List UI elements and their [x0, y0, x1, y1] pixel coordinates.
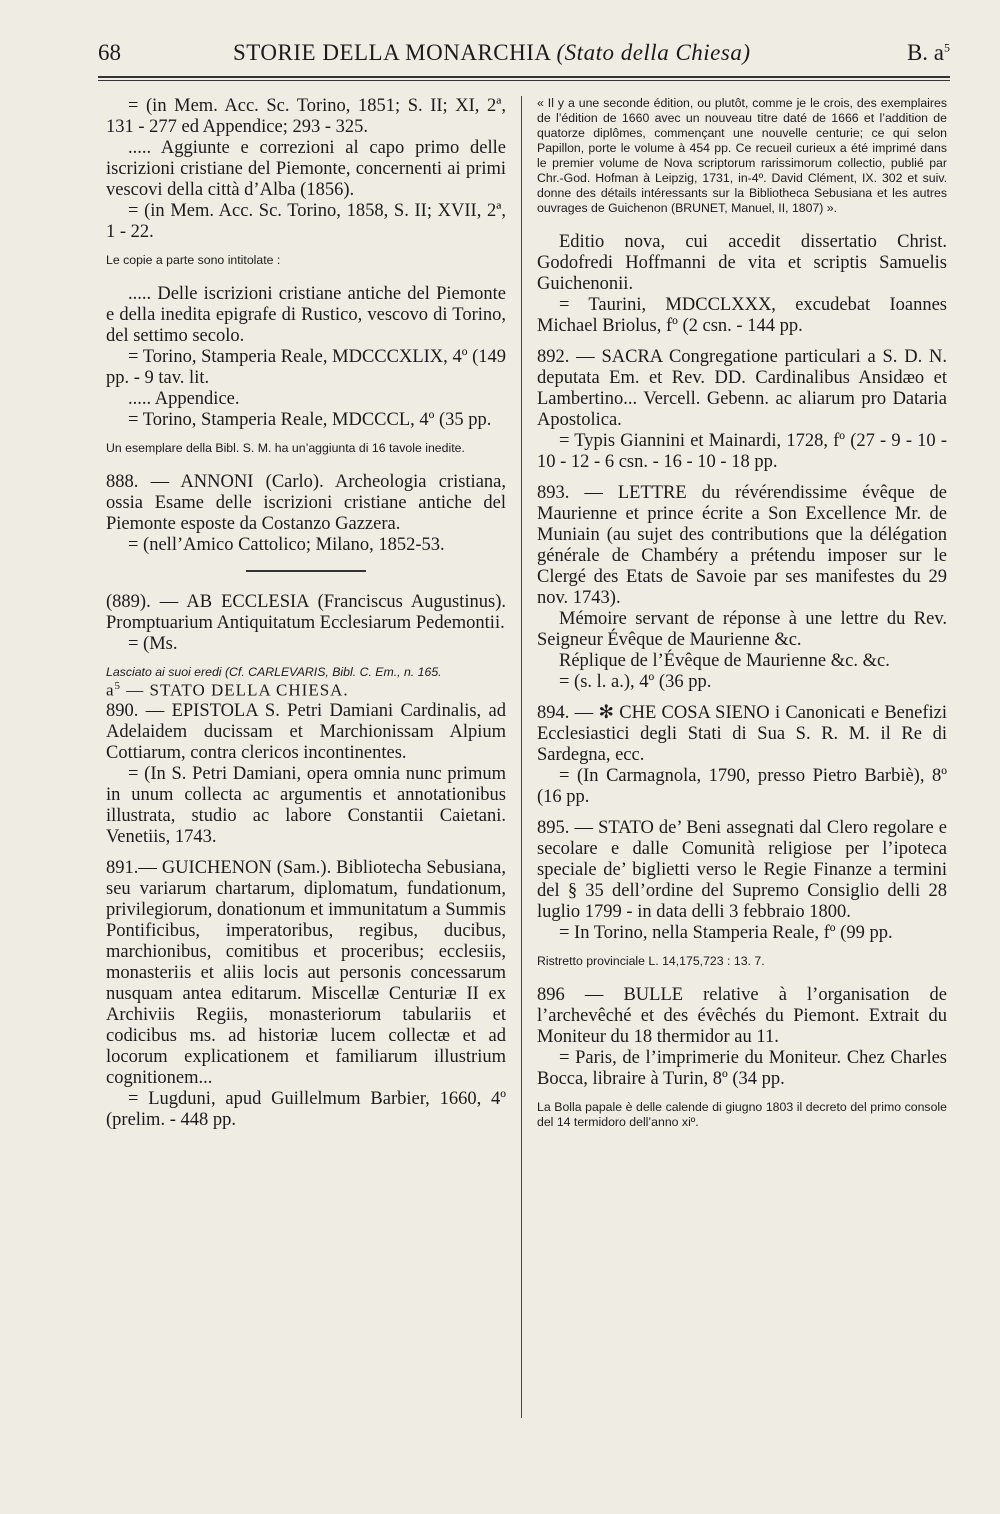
title-text: STORIE DELLA MONARCHIA	[233, 40, 551, 65]
entry-890: 890. — EPISTOLA S. Petri Damiani Cardinalis, ad Adelaidem ducissam et Marchionissam Alpium Cottiarum, contra clericos incontinentes.	[106, 700, 506, 763]
column-divider	[521, 96, 522, 1418]
note-text: « Il y a une seconde édition, ou plutôt, comme je le crois, des exemplaires de l’édition de 1660 avec un nouveau titre daté de 1666 et l’addition de quatorze diplômes, commençant une nouvelle centurie; ce qui selon Papillon, porte le volume à 454 pp. Ce recueil curieux a été imprimé dans le premier volume de Nova scriptorum rarissimorum collectio, publié par Chr.-God. Hofman à Leipzig, 1731, in-4º. David Clément, IX. 302 et suiv. donne des détails intéressants sur la Bibliotheca Sebusiana et les autres ouvrages de Guichenon (BRUNET, Manuel, II, 1807) ».	[537, 96, 947, 215]
entry-891: 891.— GUICHENON (Sam.). Bibliotecha Sebusiana, seu variarum chartarum, diplomatum, fundationum, privilegiorum, donationum et immunitatum a Summis Pontificibus, imperatoribus, regibus, ducibus, marchionibus, comitibus et proceribus; ecclesiis, monasteriis et aliis locis aut personis concessarum nusquam antea editarum. Miscellæ Centuriæ II ex Archiviis Regiis, monasteriorum tabulariis et codicibus ms. ad historiæ lucem collectæ et ad locorum explicationem et familiarum illustrium cognitionem...	[106, 857, 506, 1088]
section-heading-letter: a	[106, 680, 115, 700]
entry-894: 894. — ✻ CHE COSA SIENO i Canonicati e Benefizi Ecclesiastici degli Stati di Sua S. R. M. il Re di Sardegna, ecc.	[537, 703, 947, 765]
header-rule	[98, 76, 950, 78]
note-text: Ristretto provinciale L. 14,175,723 : 13. 7.	[537, 954, 765, 968]
section-sup: 5	[944, 40, 950, 55]
entry-text: = In Torino, nella Stamperia Reale, fº (99 pp.	[559, 923, 893, 943]
left-column	[106, 96, 506, 1131]
entry-889: (889). — AB ECCLESIA (Franciscus Augustinus). Promptuarium Antiquitatum Ecclesiarum Pedemontii.	[106, 592, 506, 633]
note-text: La Bolla papale è delle calende di giugno 1803 il decreto del primo console del 14 termidoro dell’anno xiº.	[537, 1100, 947, 1129]
separator-rule	[246, 570, 366, 572]
entry-text: Editio nova, cui accedit dissertatio Christ. Godofredi Hoffmanni de vita et scriptis Samuelis Guichenonii.	[537, 232, 947, 294]
header-rule-thin	[98, 80, 950, 81]
entry-893: 893. — LETTRE du révérendissime évêque de Maurienne et prince écrite a Son Excellence Mr. de Muniain (au sujet des contributions que la délégation générale de Chambéry a prétendu imposer sur le Clergé des Etats de Savoie par ses manifestes du 29 nov. 1743).	[537, 483, 947, 608]
entry-text: = (in Mem. Acc. Sc. Torino, 1858, S. II; XVII, 2ª, 1 - 22.	[106, 201, 506, 242]
section-mark	[907, 40, 950, 66]
entry-896: 896 — BULLE relative à l’organisation de l’archevêché et des évêchés du Piemont. Extrait du Moniteur du 18 thermidor au 11.	[537, 985, 947, 1047]
entry-892: 892. — SACRA Congregatione particulari a S. D. N. deputata Em. et Rev. DD. Cardinalibus Ansidæo et Lambertino... Vercell. Gebenn. ac aliarum pro Dataria Apostolica.	[537, 347, 947, 430]
section-heading-text: — STATO DELLA CHIESA.	[126, 680, 349, 700]
title-subtitle: (Stato della Chiesa)	[556, 40, 751, 65]
note-text: Lasciato ai suoi eredi (Cf. CARLEVARIS, Bibl. C. Em., n. 165.	[106, 665, 442, 679]
entry-text: = Paris, de l’imprimerie du Moniteur. Chez Charles Bocca, libraire à Turin, 8º (34 pp.	[537, 1048, 947, 1089]
entry-text: = Torino, Stamperia Reale, MDCCCL, 4º (35 pp.	[128, 410, 492, 430]
entry-text: = (Ms.	[128, 634, 178, 654]
entry-text: = (s. l. a.), 4º (36 pp.	[559, 672, 712, 692]
note-text: Un esemplare della Bibl. S. M. ha un’aggiunta di 16 tavole inedite.	[106, 441, 465, 455]
entry-895: 895. — STATO de’ Beni assegnati dal Clero regolare e secolare e dalle Comunità religiose per l’ipoteca speciale de’ biglietti verso le Regie Finanze a termini del § 35 dell’ordine del Supremo Consiglio delli 28 luglio 1799 - in data delli 3 febbraio 1800.	[537, 818, 947, 922]
note-text: Le copie a parte sono intitolate :	[106, 253, 281, 267]
entry-text: = (in Mem. Acc. Sc. Torino, 1851; S. II; XI, 2ª, 131 - 277 ed Appendice; 293 - 325.	[106, 96, 506, 137]
entry-text: = (In Carmagnola, 1790, presso Pietro Barbiè), 8º (16 pp.	[537, 766, 947, 807]
entry-text: = Torino, Stamperia Reale, MDCCCXLIX, 4º (149 pp. - 9 tav. lit.	[106, 347, 506, 388]
entry-text: ..... Appendice.	[128, 389, 240, 409]
page-number: 68	[98, 40, 121, 65]
entry-text: ..... Delle iscrizioni cristiane antiche del Piemonte e della inedita epigrafe di Rustico, vescovo di Torino, del settimo secolo.	[106, 284, 506, 346]
entry-text: = (In S. Petri Damiani, opera omnia nunc primum in unum collecta ac argumentis et annotationibus illustrata, studio ac labore Constantii Caietani. Venetiis, 1743.	[106, 763, 506, 847]
entry-888: 888. — ANNONI (Carlo). Archeologia cristiana, ossia Esame delle iscrizioni cristiane antiche del Piemonte esposte da Costanzo Gazzera.	[106, 472, 506, 534]
entry-text: Mémoire servant de réponse à une lettre du Rev. Seigneur Évêque de Maurienne &c.	[537, 609, 947, 650]
entry-text: = Typis Giannini et Mainardi, 1728, fº (27 - 9 - 10 - 10 - 12 - 6 csn. - 16 - 10 - 18 pp.	[537, 431, 947, 472]
entry-text: = Taurini, MDCCLXXX, excudebat Ioannes Michael Briolus, fº (2 csn. - 144 pp.	[537, 295, 947, 336]
right-column	[537, 96, 947, 1130]
entry-text: ..... Aggiunte e correzioni al capo primo delle iscrizioni cristiane del Piemonte, concernenti ai primi vescovi della città d’Alba (1856).	[106, 138, 506, 200]
entry-text: = Lugduni, apud Guillelmum Barbier, 1660, 4º (prelim. - 448 pp.	[106, 1088, 506, 1130]
section-heading-sup: 5	[114, 680, 122, 692]
section-letter: B. a	[906, 40, 944, 65]
entry-text: = (nell’Amico Cattolico; Milano, 1852-53.	[128, 535, 445, 555]
section-heading	[106, 680, 506, 701]
running-header	[98, 40, 950, 76]
entry-text: Réplique de l’Évêque de Maurienne &c. &c.	[559, 651, 890, 671]
running-title	[233, 40, 751, 66]
